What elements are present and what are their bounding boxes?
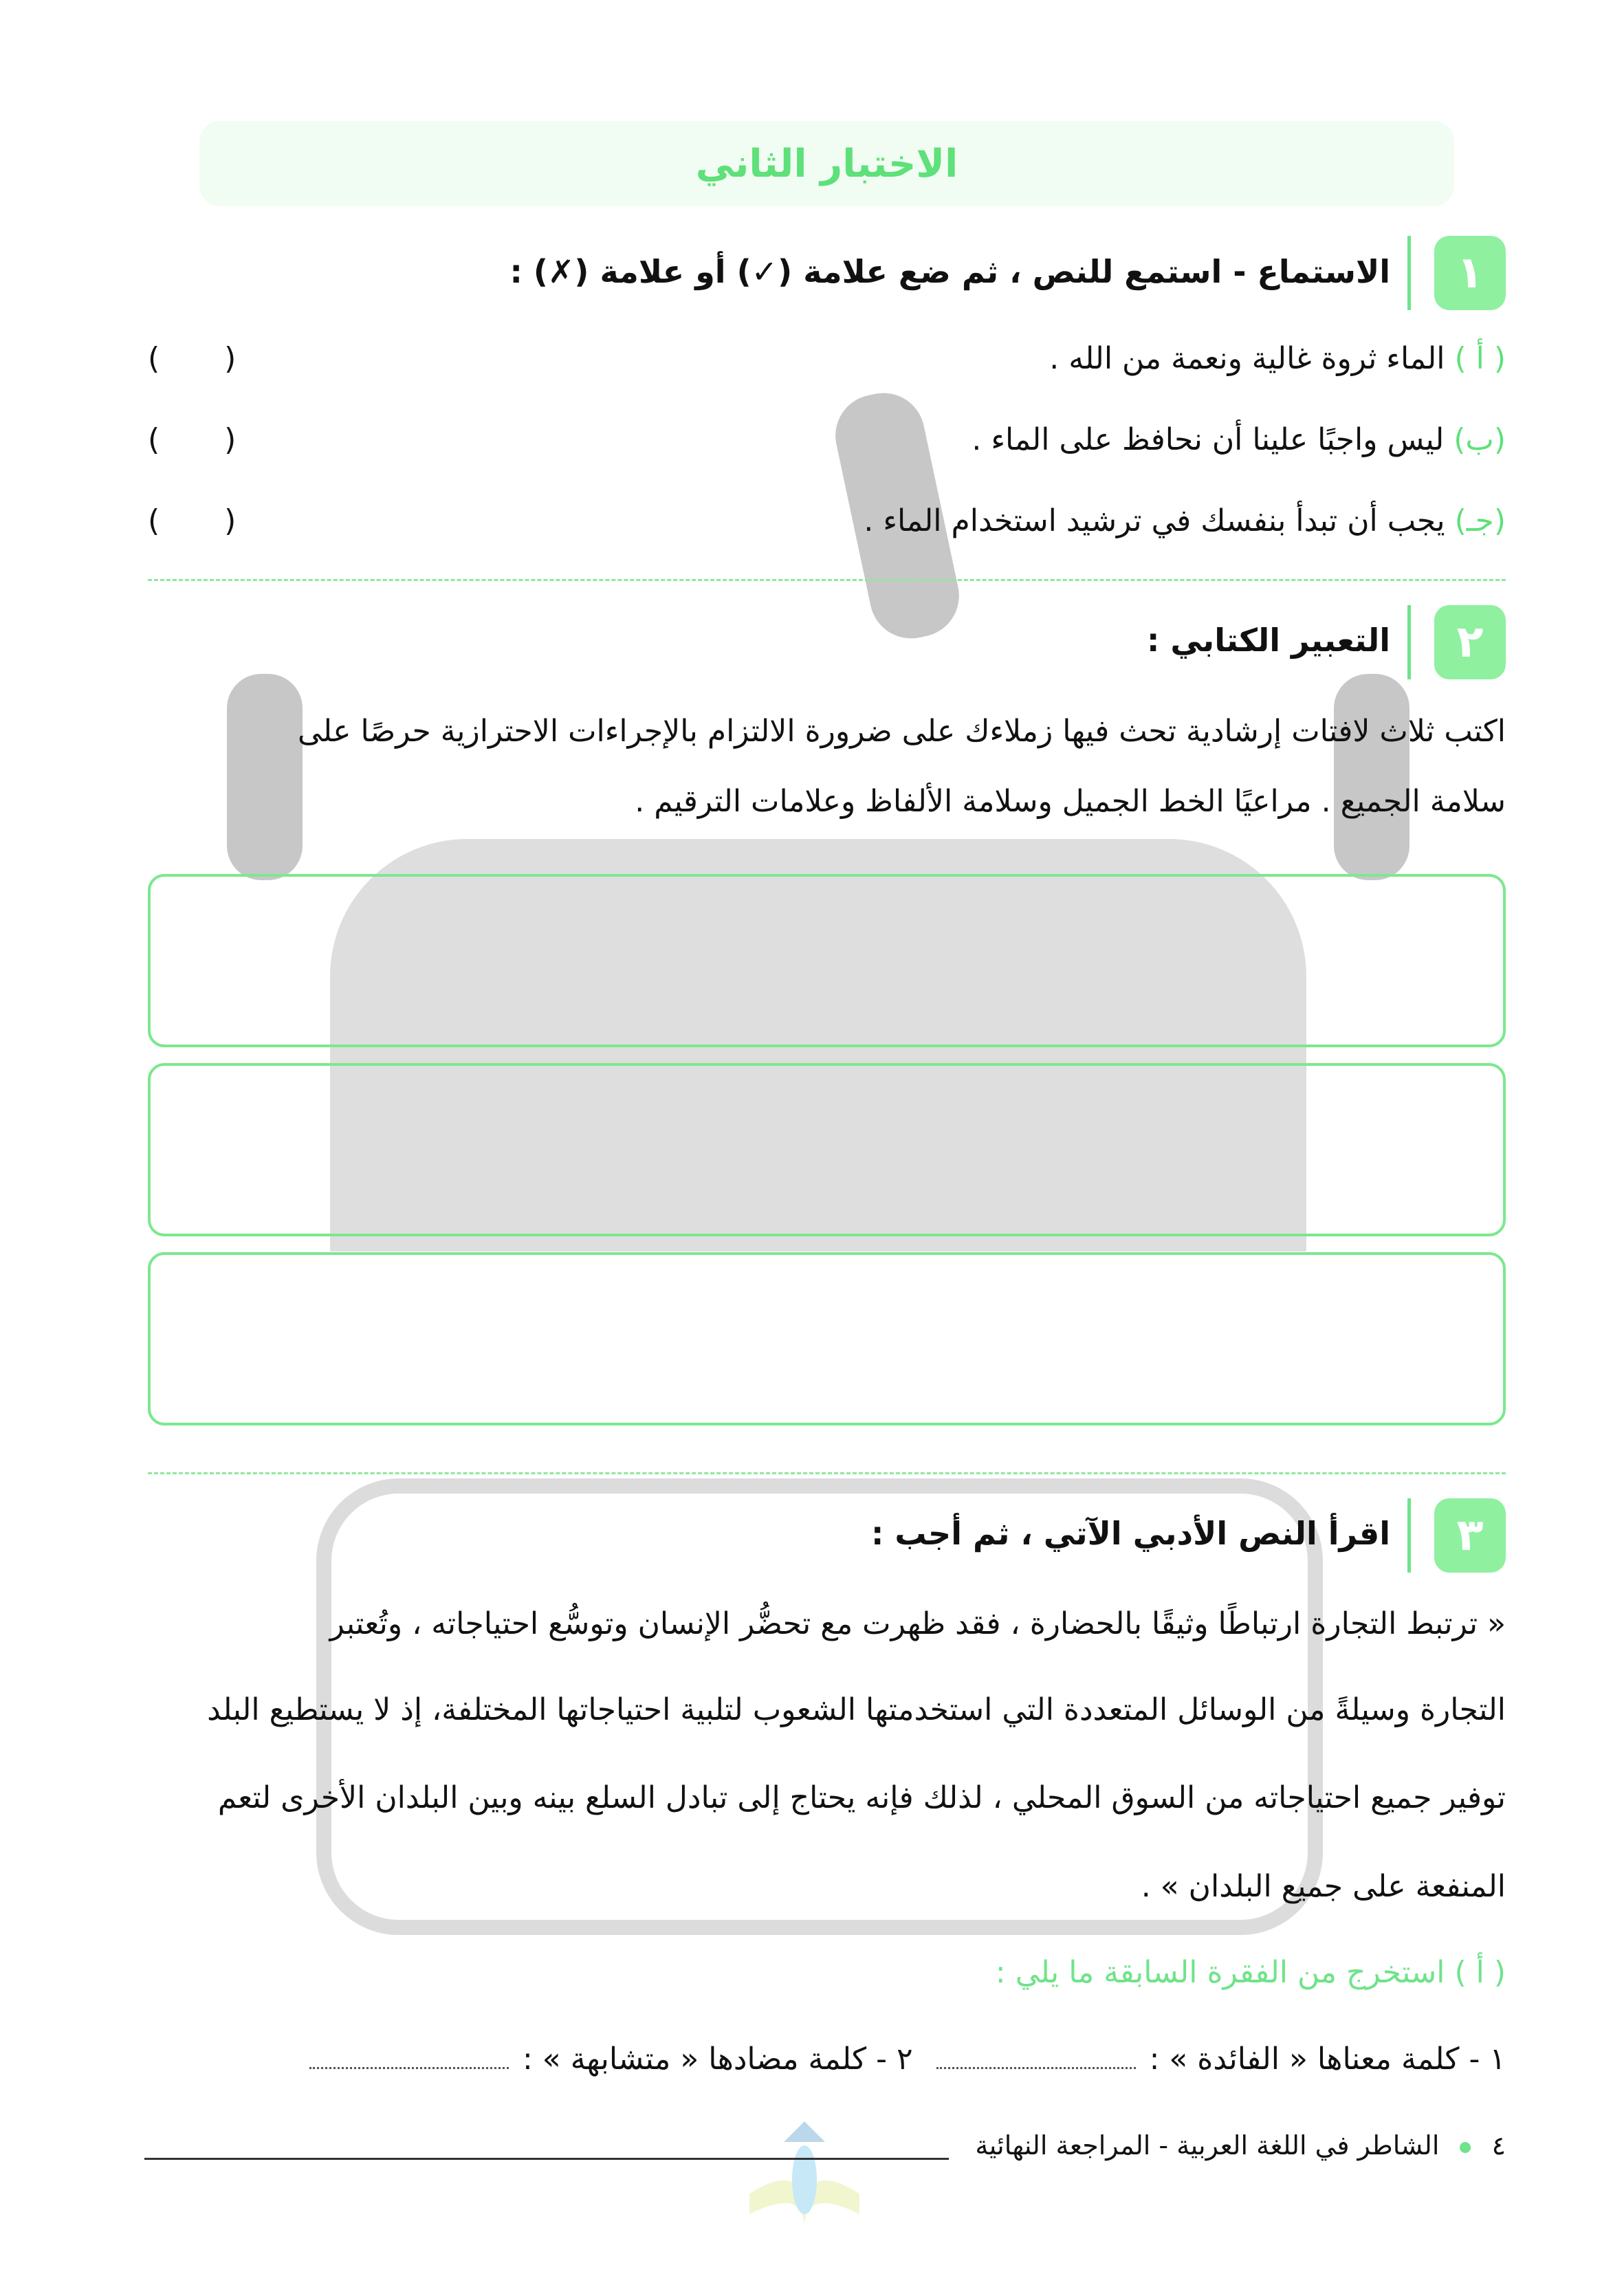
bullet-dot-icon [1460, 2142, 1471, 2153]
item-text: الماء ثروة غالية ونعمة من الله . [1049, 341, 1445, 376]
section-heading: الاستماع - استمع للنص ، ثم ضع علامة (✓) أو علامة (✗) : [509, 253, 1390, 290]
nezakr-logo [729, 2118, 880, 2255]
passage-line: توفير جميع احتياجاته من السوق المحلي ، لذلك فإنه يحتاج إلى تبادل السلع بينه وبين البلدان الأخرى لتعم [217, 1780, 1506, 1815]
section-number-badge: ١ [1434, 236, 1506, 310]
book-title: الشاطر في اللغة العربية - المراجعة النهائية [975, 2130, 1440, 2161]
section-number-badge: ٢ [1434, 605, 1506, 679]
answer-brackets[interactable]: ( ) [148, 422, 264, 457]
true-false-item [148, 503, 1506, 538]
answer-box-2[interactable] [148, 1063, 1506, 1236]
item-label: (جـ) [1454, 503, 1506, 538]
passage-line: « ترتبط التجارة ارتباطًا وثيقًا بالحضارة ، فقد ظهرت مع تحضُّر الإنسان وتوسُّع احتياجاته ، وتُعتبر [329, 1606, 1506, 1641]
extraction-questions [148, 2042, 1506, 2077]
answer-field-1[interactable] [936, 2067, 1136, 2069]
watermark-hand [1334, 674, 1409, 880]
item-text: ليس واجبًا علينا أن نحافظ على الماء . [972, 422, 1445, 457]
page-footer [975, 2130, 1506, 2161]
section-heading: اقرأ النص الأدبي الآتي ، ثم أجب : [870, 1515, 1390, 1552]
item-label: ( أ ) [1454, 341, 1506, 376]
answer-field-2[interactable] [309, 2067, 509, 2069]
true-false-item [148, 341, 1506, 376]
section-heading: التعبير الكتابي : [1146, 622, 1390, 659]
page-number: ٤ [1491, 2130, 1506, 2161]
answer-brackets[interactable]: ( ) [148, 341, 264, 376]
section-separator [148, 1472, 1506, 1474]
item-label: (ب) [1453, 422, 1506, 457]
instruction-line: اكتب ثلاث لافتات إرشادية تحث فيها زملاءك على ضرورة الالتزام بالإجراءات الاحترازية حرصًا على [297, 714, 1506, 749]
question-1: ١ - كلمة معناها « الفائدة » : [1149, 2042, 1506, 2077]
section-divider [1407, 1498, 1411, 1573]
instruction-line: سلامة الجميع . مراعيًا الخط الجميل وسلامة الألفاظ وعلامات الترقيم . [635, 784, 1506, 819]
answer-box-1[interactable] [148, 874, 1506, 1047]
true-false-item [148, 422, 1506, 457]
answer-box-3[interactable] [148, 1252, 1506, 1425]
question-2: ٢ - كلمة مضادها « متشابهة » : [523, 2042, 913, 2077]
section-separator [148, 579, 1506, 581]
passage-line: المنفعة على جميع البلدان » . [1141, 1869, 1506, 1904]
passage-line: التجارة وسيلةً من الوسائل المتعددة التي استخدمتها الشعوب لتلبية احتياجاتها المختلفة، إذ لا يستطيع البلد [207, 1692, 1506, 1727]
watermark-hand [227, 674, 303, 880]
item-text: يجب أن تبدأ بنفسك في ترشيد استخدام الماء . [864, 503, 1445, 538]
page-title: الاختبار الثاني [695, 141, 958, 186]
section-divider [1407, 236, 1411, 310]
section-divider [1407, 605, 1411, 679]
footer-rule [144, 2158, 949, 2160]
sub-question: ( أ ) استخرج من الفقرة السابقة ما يلي : [995, 1955, 1506, 1990]
section-number-badge: ٣ [1434, 1498, 1506, 1573]
answer-brackets[interactable]: ( ) [148, 503, 264, 538]
title-banner [199, 121, 1454, 206]
